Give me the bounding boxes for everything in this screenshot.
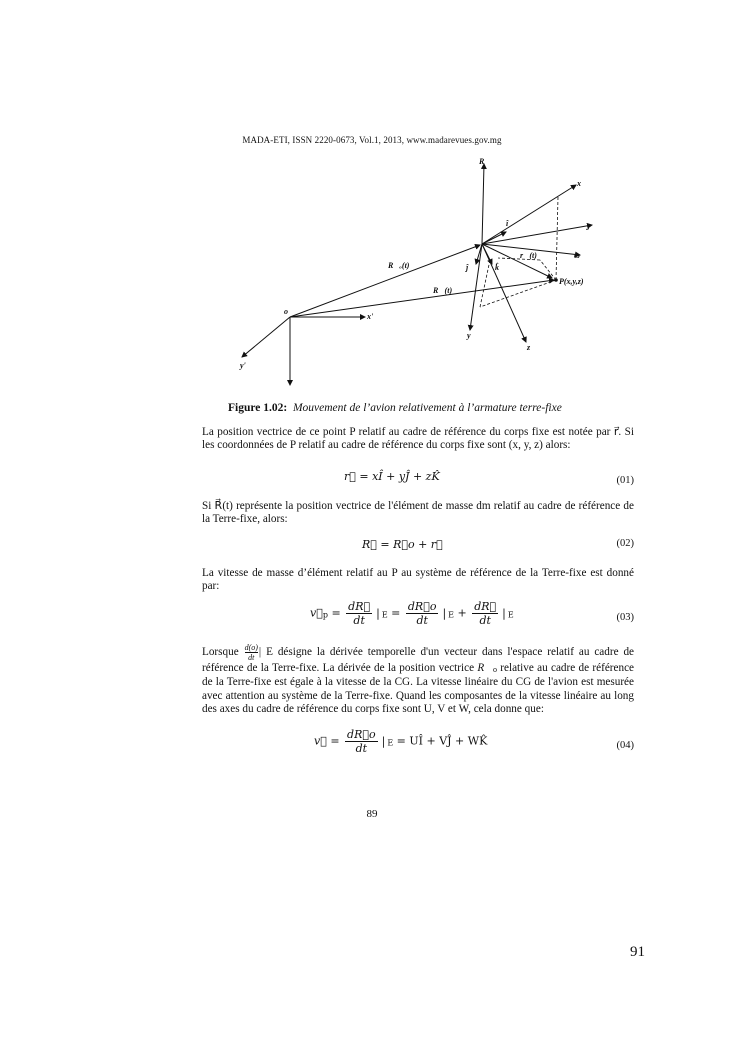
label-z: z [527,343,531,352]
eq3-frac3-num: dR⃗ [474,600,497,613]
eq3-e1: E [381,610,388,620]
figure-caption [228,402,562,414]
paragraph-3: La vitesse de masse d’élément relatif au P au système de référence de la Terre-fixe est donné par: [202,567,634,593]
axis-body-x [482,185,576,244]
paragraph-2: Si R⃗(t) représente la position vectrice de l'élément de masse dm relatif au cadre de référence de la Terre-fixe, alors: [202,500,634,526]
axis-earth-y [242,317,290,357]
equation-01-number: (01) [616,475,634,486]
label-omega: ω⃗ [574,251,587,260]
label-xp: x' [367,312,374,321]
p4-rest2: relative au cadre de référence de la Terre-fixe est égale à la vitesse de la CG. La vitesse linéaire du CG de l'avion est mesurée avec attention au système de la Terre-fixe. Quand les composantes de la vitesse linéaire au long des axes du cadre de référence du corps fixe sont U, V et W, cela donne que: [202,662,635,716]
label-o: o [284,307,288,316]
label-J: J⃗ [586,223,597,232]
p4-rest1: E désigne la dérivée temporelle d'un vecteur dans l'espace relatif au cadre de référence de la Terre-fixe. La dérivée de la position vectrice [202,646,634,674]
paragraph-4: Lorsque $\frac{d(o)}{dt}$ | E désigne la dérivée temporelle d'un vecteur dans l'espace relatif au cadre de référence de la Terre-fixe. La dérivée de la position vectrice R⃗o relative au cadre de référence de la Terre-fixe est égale à la vitesse de la CG. La vitesse linéaire du CG de l'avion est mesurée avec attention au système de la Terre-fixe. Quand les composantes de la vitesse linéaire au long des axes du cadre de référence du corps fixe sont U, V et W, cela donne que: [202,643,635,716]
equation-01: r⃗ = xÎ + yĴ + zK̂ [344,470,440,483]
label-yp: y' [240,361,246,370]
figure-caption-label: Figure 1.02: [228,402,288,414]
vector-R [290,280,554,317]
eq3-frac2-num: dR⃗o [407,600,437,613]
projection-3 [540,260,556,280]
label-R: R⃗ [479,157,491,166]
label-j: ĵ [466,263,469,272]
p4-ro-sub: o [492,665,497,674]
label-k: k̂ [495,263,499,272]
eq3-frac1-den: dt [353,614,365,627]
eq4-frac-num: dR⃗o [347,728,376,741]
projection-5 [480,260,490,307]
eq3-frac2-den: dt [416,614,428,627]
label-y: y [467,331,471,340]
inner-page-number: 89 [366,808,378,820]
label-i: î [506,219,509,228]
unit-k [482,244,492,264]
equation-04: v⃗ = $\frac{dR⃗o}{dt}$ | E = UÎ + VĴ + WK̂ [314,728,488,755]
journal-header: MADA-ETI, ISSN 2220-0673, Vol.1, 2013, www.madarevues.gov.mg [242,135,502,145]
p4-start: Lorsque [202,646,239,659]
eq3-lhs: v⃗ [310,606,323,620]
eq3-lhs-sub: p [322,610,328,620]
eq3-frac1-num: dR⃗ [348,600,371,613]
label-P: P(x,y,z) [559,277,584,286]
equation-02: R⃗ = R⃗o + r⃗ [362,538,443,551]
eq4-lhs: v⃗ [314,734,327,748]
axis-R-up [482,164,484,244]
label-x: x [577,179,581,188]
equation-03-number: (03) [616,612,634,623]
label-rt: r⃗(t) [520,251,537,260]
eq4-e: E [387,738,394,748]
vector-Ro [290,245,480,317]
vector-r [482,244,552,278]
figure-caption-text: Mouvement de l’avion relativement à l’armature terre-fixe [292,402,562,414]
eq4-rhs: = UÎ + VĴ + WK̂ [396,734,488,748]
equation-02-number: (02) [616,538,634,549]
label-Ro: R⃗ₒ(t) [388,261,410,270]
label-Rt: R⃗(t) [433,286,453,295]
axis-body-y [470,244,482,330]
p4-frac-num: d(o) [244,643,258,652]
eq4-frac-den: dt [355,742,368,755]
eq3-e2: E [448,610,455,620]
p4-frac-den: dt [248,653,255,662]
projection-2 [480,280,556,307]
vector-J [482,225,592,244]
equation-04-number: (04) [616,740,634,751]
eq3-e3: E [507,610,514,620]
paragraph-1: La position vectrice de ce point P relatif au cadre de référence du corps fixe est notée par r⃗. Si les coordonnées de P relatif au cadre de référence du corps fixe sont (x, y, z) alors: [202,426,634,452]
eq3-frac3-den: dt [479,614,491,627]
equation-03: v⃗p = $\frac{dR⃗}{dt}$ | E = $\frac{dR⃗o}{dt}$ | E + $\frac{dR⃗}{dt}$ | E [310,600,514,627]
figure-diagram [230,152,600,392]
p4-ro: R⃗ [477,662,493,674]
outer-page-number: 91 [630,944,645,960]
projection-1 [556,197,558,280]
